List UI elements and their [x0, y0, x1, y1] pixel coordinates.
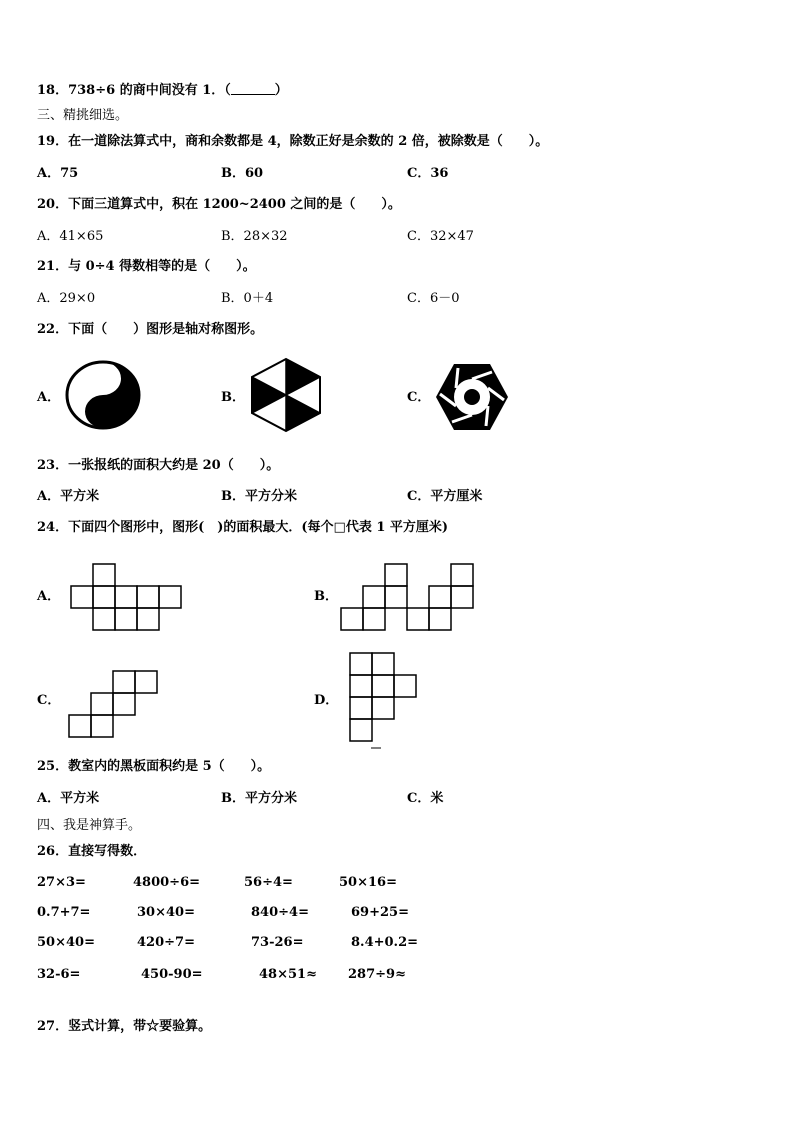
question-25-option-c: C．米	[407, 791, 444, 806]
question-24-option-c: C．	[37, 693, 61, 708]
answer-blank	[231, 82, 275, 95]
section-3-title: 三、精挑细选。	[37, 108, 129, 123]
calc-item: 840÷4=	[251, 905, 309, 920]
question-21-option-a: A．29×0	[37, 291, 96, 306]
question-18	[37, 82, 288, 100]
question-22-option-b: B．	[221, 390, 245, 405]
question-23-option-a: A．平方米	[37, 489, 100, 504]
calc-item: 8.4+0.2=	[351, 935, 419, 950]
question-23-text: 23．一张报纸的面积大约是 20（ ）。	[37, 458, 280, 473]
question-24-option-b: B．	[314, 589, 338, 604]
section-4-title: 四、我是神算手。	[37, 818, 142, 833]
question-19-option-b: B．60	[221, 166, 264, 181]
calc-item: 0.7+7=	[37, 905, 91, 920]
grid-figure-c	[68, 670, 162, 742]
calc-item: 27×3=	[37, 875, 86, 890]
question-25-text: 25．教室内的黑板面积约是 5（ ）。	[37, 759, 271, 774]
question-20-option-b: B．28×32	[221, 229, 288, 244]
question-22-option-c: C．	[407, 390, 431, 405]
question-27-text: 27．竖式计算，带☆要验算。	[37, 1019, 212, 1034]
calc-item: 287÷9≈	[348, 967, 406, 982]
question-19-text: 19．在一道除法算式中，商和余数都是 4，除数正好是余数的 2 倍，被除数是（ ）。	[37, 134, 549, 149]
calc-item: 30×40=	[137, 905, 195, 920]
question-18-close: ）	[274, 83, 288, 98]
question-22-text: 22．下面（ ）图形是轴对称图形。	[37, 322, 264, 337]
question-23-option-c: C．平方厘米	[407, 489, 483, 504]
question-21-option-c: C．6－0	[407, 291, 460, 306]
question-24-option-d: D．	[314, 693, 339, 708]
calc-item: 450-90=	[141, 967, 203, 982]
calc-item: 56÷4=	[244, 875, 293, 890]
calc-item: 69+25=	[351, 905, 409, 920]
question-19-option-a: A．75	[37, 166, 79, 181]
calc-item: 48×51≈	[259, 967, 317, 982]
question-24-text: 24．下面四个图形中，图形( )的面积最大．(每个□代表 1 平方厘米)	[37, 520, 449, 535]
calc-item: 420÷7=	[137, 935, 195, 950]
question-25-option-a: A．平方米	[37, 791, 100, 806]
calc-item: 32-6=	[37, 967, 81, 982]
calc-item: 50×40=	[37, 935, 95, 950]
question-23-option-b: B．平方分米	[221, 489, 297, 504]
calc-item: 4800÷6=	[133, 875, 201, 890]
question-20-text: 20．下面三道算式中，积在 1200~2400 之间的是（ ）。	[37, 197, 401, 212]
shutter-figure	[434, 362, 510, 432]
hexagon-figure	[250, 357, 322, 433]
question-21-option-b: B．0＋4	[221, 291, 274, 306]
question-18-text: 18．738÷6 的商中间没有 1．（	[37, 83, 231, 98]
question-20-option-c: C．32×47	[407, 229, 474, 244]
yin-yang-figure	[64, 359, 142, 431]
question-25-option-b: B．平方分米	[221, 791, 297, 806]
grid-figure-b	[340, 563, 478, 633]
calc-item: 73-26=	[251, 935, 304, 950]
question-22-option-a: A．	[37, 390, 61, 405]
question-21-text: 21．与 0÷4 得数相等的是（ ）。	[37, 259, 256, 274]
grid-figure-a	[70, 563, 186, 633]
calc-item: 50×16=	[339, 875, 397, 890]
question-19-option-c: C．36	[407, 166, 449, 181]
grid-figure-d	[349, 652, 423, 752]
question-24-option-a: A．	[37, 589, 61, 604]
question-26-text: 26．直接写得数．	[37, 844, 147, 859]
question-20-option-a: A．41×65	[37, 229, 104, 244]
